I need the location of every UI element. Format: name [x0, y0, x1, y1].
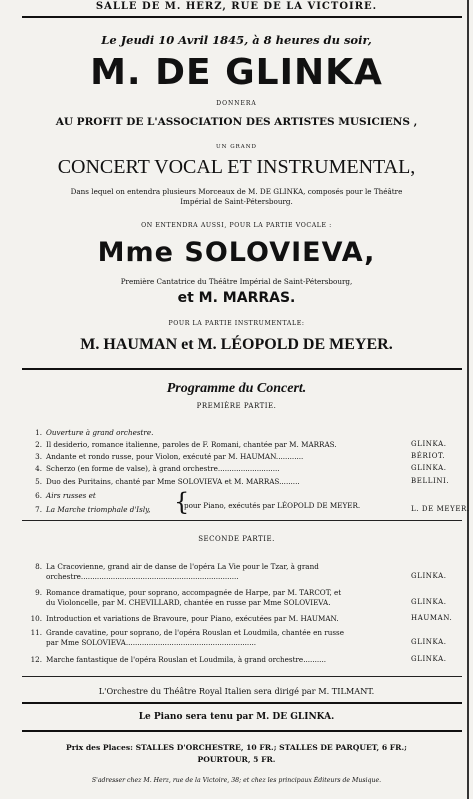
description-line-2: Impérial de Saint-Pétersbourg. — [180, 197, 293, 206]
donnera-label: DONNERA — [216, 100, 257, 107]
piano-note: pour Piano, exécutés par LÉOPOLD DE MEYER. — [184, 501, 361, 510]
brace: { — [174, 488, 190, 516]
programme-divider — [22, 368, 462, 370]
soloist-name: Mme SOLOVIEVA, — [97, 237, 376, 268]
programme-item: 9. Romance dramatique, pour soprano, accompagnée de Harpe, par M. TARCOT, et — [35, 588, 342, 597]
venue-header: SALLE DE M. HERZ, RUE DE LA VICTOIRE. — [95, 1, 378, 12]
programme-item-continuation: orchestre..................................................................... GLINKA. — [46, 572, 447, 581]
footer-divider — [22, 730, 462, 732]
composer-title: M. DE GLINKA — [90, 52, 383, 93]
top-divider — [22, 16, 462, 18]
programme-item-continuation: par Mme SOLOVIEVA......................................................... GLINKA. — [46, 638, 447, 647]
address-line: S'adresser chez M. Herz, rue de la Victoire, 38; et chez les principaux Éditeurs de Musique. — [91, 777, 382, 784]
footer-divider — [22, 702, 462, 704]
programme-item: 8. La Cracovienne, grand air de danse de l'opéra La Vie pour le Tzar, à grand — [35, 562, 319, 571]
programme-item: 1. Ouverture à grand orchestre. — [35, 428, 154, 437]
programme-item: 2. Il desiderio, romance italienne, paroles de F. Romani, chantée par M. MARRAS. GLINKA. — [35, 440, 447, 449]
programme-item: 11. Grande cavatine, pour soprano, de l'opéra Rouslan et Loudmila, chantée en russe — [30, 628, 344, 637]
part-one-label: PREMIÈRE PARTIE. — [196, 402, 277, 410]
second-singer: et M. MARRAS. — [177, 290, 296, 306]
footer-divider — [22, 676, 462, 677]
programme-item: 6. Airs russes et — [35, 491, 96, 500]
orchestra-note: L'Orchestre du Théâtre Royal Italien sera dirigé par M. TILMANT. — [98, 686, 375, 696]
programme-item-continuation: du Violoncelle, par M. CHEVILLARD, chantée en russe par Mme SOLOVIEVA. GLINKA. — [46, 598, 447, 607]
prices-line-2: POURTOUR, 5 FR. — [197, 755, 276, 764]
programme-title: Programme du Concert. — [166, 381, 307, 396]
date-line: Le Jeudi 10 Avril 1845, à 8 heures du soir, — [101, 33, 372, 47]
piano-note-footer: Le Piano sera tenu par M. DE GLINKA. — [138, 712, 335, 722]
part-two-label: SECONDE PARTIE. — [198, 535, 275, 543]
benefit-line: AU PROFIT DE L'ASSOCIATION DES ARTISTES MUSICIENS , — [55, 116, 418, 128]
programme-item: 10. Introduction et variations de Bravoure, pour Piano, exécutées par M. HAUMAN. HAUMAN. — [30, 614, 453, 623]
soloist-description: Première Cantatrice du Théâtre Impérial de Saint-Pétersbourg, — [120, 277, 353, 286]
instrumental-part-intro: POUR LA PARTIE INSTRUMENTALE: — [168, 320, 305, 327]
programme-item: 3. Andante et rondo russe, pour Violon, exécuté par M. HAUMAN............ BÉRIOT. — [35, 452, 446, 461]
concert-title: CONCERT VOCAL ET INSTRUMENTAL, — [57, 156, 416, 178]
vocal-part-intro: ON ENTENDRA AUSSI, POUR LA PARTIE VOCALE : — [141, 222, 332, 229]
programme-item: 4. Scherzo (en forme de valse), à grand orchestre........................... GLINKA. — [35, 464, 447, 473]
programme-item: 7. La Marche triomphale d'Isly, L. DE MEYER. — [35, 505, 470, 514]
un-grand-label: UN GRAND — [216, 144, 257, 150]
prices-line-1: Prix des Places: STALLES D'ORCHESTRE, 10 FR.; STALLES DE PARQUET, 6 FR.; — [66, 743, 407, 752]
programme-item: 5. Duo des Puritains, chanté par Mme SOLOVIEVA et M. MARRAS......... BELLINI. — [35, 477, 450, 486]
part-divider — [22, 520, 462, 521]
description-line-1: Dans lequel on entendra plusieurs Morceaux de M. DE GLINKA, composés pour le Théâtre — [70, 187, 403, 196]
instrumentalists: M. HAUMAN et M. LÉOPOLD DE MEYER. — [80, 336, 393, 353]
programme-item: 12. Marche fantastique de l'opéra Rouslan et Loudmila, à grand orchestre.......... GLINKA. — [30, 655, 447, 664]
